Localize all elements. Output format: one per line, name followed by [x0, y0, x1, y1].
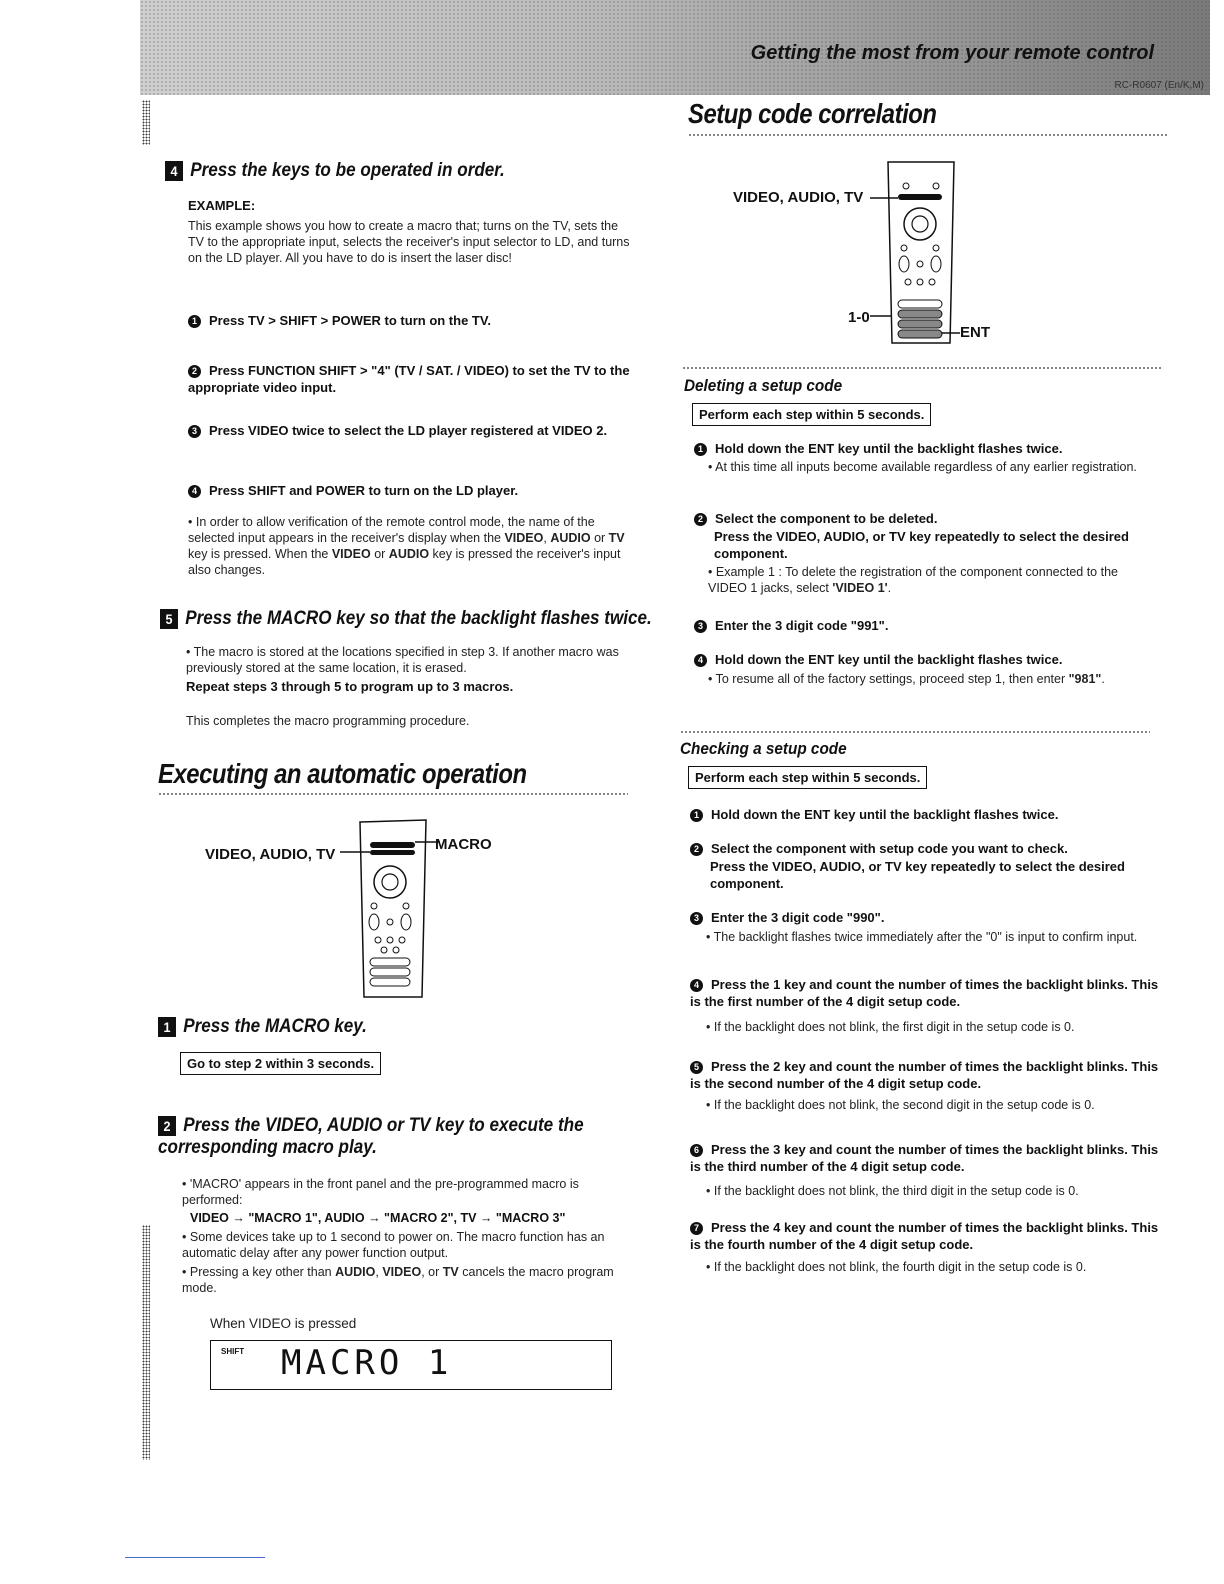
- check-note-4: • If the backlight does not blink, the first digit in the setup code is 0.: [706, 1020, 1075, 1034]
- step-circle: 4: [188, 485, 201, 498]
- note-key: VIDEO: [504, 531, 544, 545]
- example-text: This example shows you how to create a macro that; turns on the TV, sets the TV to the appropriate input, selects the receiver's input selector to LD, and turns on the LD player. All you have to do is insert the laser disc!: [188, 219, 630, 265]
- check-heading: Checking a setup code: [680, 739, 847, 758]
- time-limit-box: Go to step 2 within 3 seconds.: [180, 1052, 381, 1075]
- completes-text: This completes the macro programming procedure.: [186, 714, 470, 728]
- section-rule: [688, 133, 1168, 137]
- check-step-7: [690, 1219, 1160, 1253]
- step-circle: 1: [188, 315, 201, 328]
- when-video-label: When VIDEO is pressed: [210, 1316, 357, 1331]
- note-key: VIDEO: [331, 547, 371, 561]
- note-text: ,: [543, 531, 551, 545]
- step4-heading: [165, 160, 505, 182]
- macro-mapping: VIDEO → "MACRO 1", AUDIO → "MACRO 2", TV → "MACRO 3": [190, 1211, 566, 1225]
- delete-note-2: • Example 1 : To delete the registration of the component connected to the VIDEO 1 jacks, select 'VIDEO 1'.: [708, 565, 1118, 595]
- remote-label-digits: 1-0: [848, 309, 870, 326]
- step4-heading-text: Press the keys to be operated in order.: [190, 160, 505, 181]
- section-rule: [158, 792, 628, 796]
- step-text: Select the component with setup code you want to check.: [711, 841, 1068, 856]
- display-text: MACRO 1: [281, 1343, 453, 1383]
- example-step-2: [188, 362, 638, 396]
- delete-note-1: • At this time all inputs become available regardless of any earlier registration.: [708, 460, 1137, 474]
- example-label: EXAMPLE:: [188, 198, 256, 213]
- exec-note-1: • 'MACRO' appears in the front panel and the pre-programmed macro is performed:: [182, 1177, 579, 1207]
- exec-section-title: Executing an automatic operation: [158, 758, 527, 789]
- example-step-1: [188, 312, 638, 329]
- step-text: Hold down the ENT key until the backlight flashes twice.: [715, 652, 1063, 667]
- example-step-text: Press SHIFT and POWER to turn on the LD player.: [209, 483, 519, 498]
- note-text: If the backlight does not blink, the first digit in the setup code is 0.: [713, 1020, 1075, 1034]
- note-text: Pressing a key other than: [189, 1265, 336, 1279]
- check-step-2: [690, 840, 1160, 857]
- note-text: If the backlight does not blink, the third digit in the setup code is 0.: [713, 1184, 1079, 1198]
- step5-heading-text: Press the MACRO key so that the backlight flashes twice.: [185, 608, 652, 629]
- edge-mark: [142, 100, 150, 145]
- delete-step-2b: Press the VIDEO, AUDIO, or TV key repeatedly to select the desired component.: [714, 529, 1129, 561]
- note-key: "981": [1068, 672, 1102, 686]
- delete-step-1: [694, 440, 1164, 457]
- step-text: Press the 2 key and count the number of times the backlight blinks. This is the second number of the 4 digit setup code.: [690, 1059, 1159, 1091]
- step-text: Select the component to be deleted.: [715, 511, 938, 526]
- example-step-text: Press TV > SHIFT > POWER to turn on the TV.: [209, 313, 491, 328]
- check-time-box: Perform each step within 5 seconds.: [688, 766, 927, 789]
- step-number: 5: [160, 609, 178, 629]
- sub-rule: [682, 366, 1162, 370]
- note-text: key is pressed. When the: [188, 547, 332, 561]
- example-step-4: [188, 482, 638, 499]
- check-note-3: • The backlight flashes twice immediately after the "0" is input to confirm input.: [706, 930, 1138, 944]
- delete-step-3: [694, 617, 1164, 634]
- note-text: If the backlight does not blink, the fourth digit in the setup code is 0.: [713, 1260, 1087, 1274]
- note-text: , or: [421, 1265, 443, 1279]
- step-circle: 4: [694, 654, 707, 667]
- step-text: Press the 4 key and count the number of times the backlight blinks. This is the fourth number of the 4 digit setup code.: [690, 1220, 1159, 1252]
- exec-note-2: • Some devices take up to 1 second to power on. The macro function has an automatic delay after any power function output.: [182, 1230, 605, 1260]
- step-circle: 2: [694, 513, 707, 526]
- note-text: .: [1101, 672, 1105, 686]
- check-note-7: • If the backlight does not blink, the fourth digit in the setup code is 0.: [706, 1260, 1087, 1274]
- footer-line: [125, 1557, 265, 1558]
- note-text: or: [590, 531, 609, 545]
- step-number: 1: [158, 1017, 176, 1037]
- step-circle: 1: [694, 443, 707, 456]
- remote-illustration: [870, 158, 970, 348]
- delete-heading: Deleting a setup code: [684, 376, 843, 395]
- exec-step2-heading: [158, 1115, 626, 1159]
- note-key: TV: [608, 531, 625, 545]
- sub-rule: [680, 730, 1150, 734]
- remote-label-vat: VIDEO, AUDIO, TV: [205, 846, 336, 863]
- note-key: AUDIO: [335, 1265, 376, 1279]
- note-text: If the backlight does not blink, the second digit in the setup code is 0.: [713, 1098, 1095, 1112]
- check-step-3: [690, 909, 1160, 926]
- exec-step1-heading: [158, 1016, 367, 1038]
- note-text: In order to allow verification of the remote control mode, the name of the selected input appears in the receiver's display when the: [188, 515, 595, 545]
- check-step-6: [690, 1141, 1160, 1175]
- step-circle: 3: [690, 912, 703, 925]
- step-circle: 3: [694, 620, 707, 633]
- step-text: Enter the 3 digit code "990".: [711, 910, 885, 925]
- check-step-5: [690, 1058, 1160, 1092]
- note-key: TV: [442, 1265, 459, 1279]
- step-text: Enter the 3 digit code "991".: [715, 618, 889, 633]
- step5-note: • The macro is stored at the locations specified in step 3. If another macro was previously stored at the same location, it is erased.: [186, 645, 619, 675]
- check-note-6: • If the backlight does not blink, the third digit in the setup code is 0.: [706, 1184, 1079, 1198]
- check-step-2b: Press the VIDEO, AUDIO, or TV key repeatedly to select the desired component.: [710, 859, 1125, 891]
- delete-time-box: Perform each step within 5 seconds.: [692, 403, 931, 426]
- step-circle: 3: [188, 425, 201, 438]
- remote-label-vat: VIDEO, AUDIO, TV: [733, 189, 864, 206]
- note-text: To resume all of the factory settings, proceed step 1, then enter: [715, 672, 1069, 686]
- note-key: AUDIO: [550, 531, 591, 545]
- note-text: ,: [375, 1265, 383, 1279]
- step-number: 2: [158, 1116, 176, 1136]
- step-circle: 1: [690, 809, 703, 822]
- note-text: At this time all inputs become available regardless of any earlier registration.: [715, 460, 1137, 474]
- step-circle: 4: [690, 979, 703, 992]
- example-step-3: [188, 422, 638, 439]
- setup-section-title: Setup code correlation: [688, 98, 937, 129]
- note-text: Example 1 : To delete the registration of the component connected to the VIDEO 1 jacks, select: [708, 565, 1118, 595]
- step-text: Press the 1 key and count the number of times the backlight blinks. This is the first number of the 4 digit setup code.: [690, 977, 1159, 1009]
- note-key: 'VIDEO 1': [832, 581, 888, 595]
- delete-note-4: • To resume all of the factory settings, proceed step 1, then enter "981".: [708, 672, 1105, 686]
- step-circle: 2: [690, 843, 703, 856]
- note-text: .: [887, 581, 892, 595]
- note-text: The macro is stored at the locations specified in step 3. If another macro was previously stored at the same location, it is erased.: [186, 645, 619, 675]
- note-text: key is pressed the receiver's input also changes.: [188, 547, 621, 577]
- page-header-title: Getting the most from your remote control: [750, 42, 1154, 64]
- step-number: 4: [165, 161, 183, 181]
- step-circle: 5: [690, 1061, 703, 1074]
- step-circle: 6: [690, 1144, 703, 1157]
- note-verification: • In order to allow verification of the remote control mode, the name of the selected input appears in the receiver's display when the VIDEO, AUDIO or TV key is pressed. When the VIDEO or AUDIO key is pressed the receiver's input also changes.: [188, 515, 625, 577]
- display-indicator: SHIFT: [221, 1347, 245, 1356]
- delete-step-2: [694, 510, 1164, 527]
- edge-mark: [142, 1225, 150, 1460]
- note-key: AUDIO: [388, 547, 430, 561]
- exec-note-3: • Pressing a key other than AUDIO, VIDEO, or TV cancels the macro program mode.: [182, 1265, 614, 1295]
- check-step-4: [690, 976, 1160, 1010]
- step-text: Hold down the ENT key until the backlight flashes twice.: [715, 441, 1063, 456]
- step-text: Press the 3 key and count the number of times the backlight blinks. This is the third number of the 4 digit setup code.: [690, 1142, 1159, 1174]
- check-step-1: [690, 806, 1160, 823]
- note-text: cancels the macro program mode.: [182, 1265, 614, 1295]
- front-panel-display: [210, 1340, 612, 1390]
- remote-illustration: [340, 812, 440, 1002]
- check-note-5: • If the backlight does not blink, the second digit in the setup code is 0.: [706, 1098, 1095, 1112]
- note-text: 'MACRO' appears in the front panel and the pre-programmed macro is performed:: [182, 1177, 579, 1207]
- model-number: RC-R0607 (En/K,M): [1114, 80, 1204, 91]
- note-text: Some devices take up to 1 second to power on. The macro function has an automatic delay after any power function output.: [182, 1230, 605, 1260]
- step-circle: 2: [188, 365, 201, 378]
- example-step-text: Press VIDEO twice to select the LD player registered at VIDEO 2.: [209, 423, 608, 438]
- remote-label-ent: ENT: [960, 324, 990, 341]
- example-step-text: Press FUNCTION SHIFT > "4" (TV / SAT. / VIDEO) to set the TV to the appropriate video input.: [188, 363, 630, 395]
- note-text: or: [370, 547, 389, 561]
- step5-repeat: Repeat steps 3 through 5 to program up to 3 macros.: [186, 679, 514, 694]
- step-text: Hold down the ENT key until the backlight flashes twice.: [711, 807, 1059, 822]
- remote-label-macro: MACRO: [435, 836, 492, 853]
- note-text: The backlight flashes twice immediately after the "0" is input to confirm input.: [713, 930, 1138, 944]
- exec-step1-heading-text: Press the MACRO key.: [183, 1016, 367, 1037]
- exec-step2-heading-text: Press the VIDEO, AUDIO or TV key to execute the corresponding macro play.: [158, 1115, 584, 1158]
- delete-step-4: [694, 651, 1164, 668]
- step-circle: 7: [690, 1222, 703, 1235]
- note-key: VIDEO: [382, 1265, 422, 1279]
- step5-heading: [160, 608, 652, 630]
